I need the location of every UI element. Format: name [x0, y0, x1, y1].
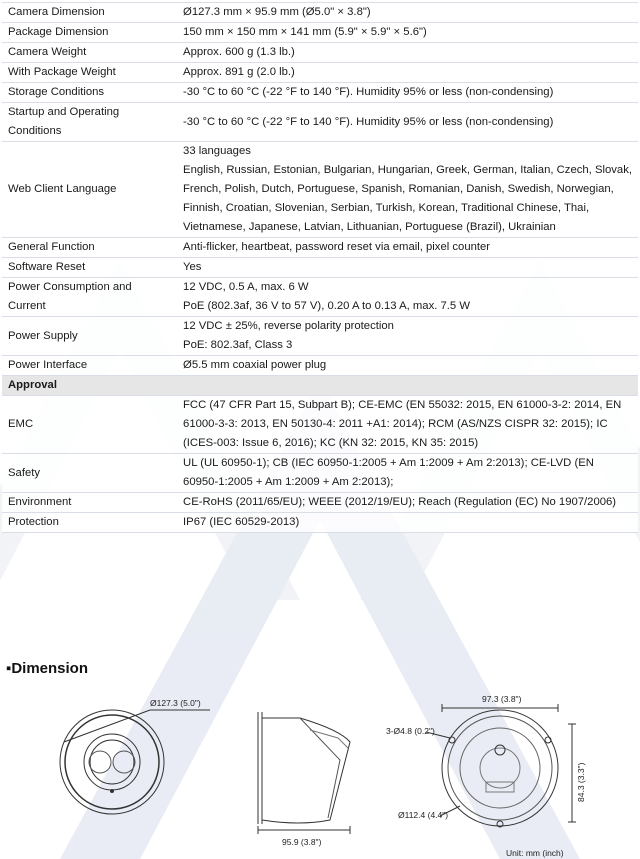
- side-depth-label: 95.9 (3.8"): [282, 837, 322, 847]
- unit-label: Unit: mm (inch): [506, 848, 564, 858]
- front-diameter-label: Ø127.3 (5.0"): [150, 698, 201, 708]
- spec-value-line: 61000-3-3: 2013, EN 50130-4: 2011 +A1: 2014); RCM (AS/NZS CISPR 32: 2015); IC: [183, 418, 608, 430]
- spec-value-line: Ø5.5 mm coaxial power plug: [183, 359, 327, 371]
- table-row: [2, 43, 638, 63]
- spec-key: Web Client Language: [2, 142, 177, 238]
- spec-value-line: UL (UL 60950-1); CB (IEC 60950-1:2005 + Am 1:2009 + Am 2:2013); CE-LVD (EN: [183, 457, 594, 469]
- base-diameter-label: Ø112.4 (4.4"): [398, 810, 449, 820]
- dimension-drawing: [0, 690, 640, 859]
- spec-key: Package Dimension: [2, 23, 177, 43]
- table-row: [2, 258, 638, 278]
- base-height-label: 84.3 (3.3"): [576, 762, 586, 802]
- spec-key: General Function: [2, 238, 177, 258]
- spec-value: [177, 396, 638, 454]
- spec-table: [2, 2, 638, 533]
- spec-key: Software Reset: [2, 258, 177, 278]
- spec-value: [177, 83, 638, 103]
- spec-value-line: 60950-1:2005 + Am 1:2009 + Am 2:2013);: [183, 476, 394, 488]
- spec-value-line: 150 mm × 150 mm × 141 mm (5.9" × 5.9" × 5.6"): [183, 26, 427, 38]
- table-row: [2, 454, 638, 493]
- side-view: [258, 712, 350, 834]
- table-row: [2, 23, 638, 43]
- table-row: [2, 83, 638, 103]
- base-width-label: 97.3 (3.8"): [482, 694, 522, 704]
- bullet-icon: ▪: [6, 660, 12, 677]
- spec-value-line: (ICES-003: Issue 6, 2016); KC (KN 32: 2015, KN 35: 2015): [183, 437, 479, 449]
- spec-value: [177, 43, 638, 63]
- table-row: [2, 376, 638, 396]
- spec-key: Protection: [2, 513, 177, 533]
- spec-value-line: 33 languages: [183, 145, 251, 157]
- spec-value-line: 12 VDC, 0.5 A, max. 6 W: [183, 281, 309, 293]
- dimension-title: [6, 660, 88, 677]
- base-view: [426, 704, 576, 827]
- spec-value-line: Approx. 891 g (2.0 lb.): [183, 66, 295, 78]
- spec-value: [177, 356, 638, 376]
- table-row: [2, 278, 638, 317]
- section-header: Approval: [2, 376, 638, 396]
- spec-key: Camera Dimension: [2, 3, 177, 23]
- table-row: [2, 396, 638, 454]
- spec-value: [177, 493, 638, 513]
- table-row: [2, 103, 638, 142]
- spec-value: [177, 3, 638, 23]
- spec-value: [177, 238, 638, 258]
- spec-value: [177, 258, 638, 278]
- spec-value-line: FCC (47 CFR Part 15, Subpart B); CE-EMC (EN 55032: 2015, EN 61000-3-2: 2014, EN: [183, 399, 622, 411]
- table-row: [2, 356, 638, 376]
- spec-key: Power Interface: [2, 356, 177, 376]
- spec-key: Startup and Operating Conditions: [2, 103, 177, 142]
- spec-key: With Package Weight: [2, 63, 177, 83]
- table-row: [2, 142, 638, 238]
- screw-holes-label: 3-Ø4.8 (0.2"): [386, 726, 435, 736]
- table-row: [2, 238, 638, 258]
- spec-key: Power Consumption and Current: [2, 278, 177, 317]
- spec-value-line: English, Russian, Estonian, Bulgarian, Hungarian, Greek, German, Italian, Czech, Slovak,: [183, 164, 632, 176]
- spec-value: [177, 63, 638, 83]
- spec-value-line: Ø127.3 mm × 95.9 mm (Ø5.0" × 3.8"): [183, 6, 371, 18]
- spec-value: [177, 317, 638, 356]
- spec-value-line: PoE (802.3af, 36 V to 57 V), 0.20 A to 0.13 A, max. 7.5 W: [183, 300, 471, 312]
- spec-value-line: Finnish, Croatian, Slovenian, Serbian, Turkish, Korean, Traditional Chinese, Thai,: [183, 202, 590, 214]
- table-row: [2, 63, 638, 83]
- spec-value-line: Yes: [183, 261, 202, 273]
- front-view: [60, 710, 210, 814]
- spec-value-line: Anti-flicker, heartbeat, password reset via email, pixel counter: [183, 241, 491, 253]
- spec-key: EMC: [2, 396, 177, 454]
- spec-value-line: -30 °C to 60 °C (-22 °F to 140 °F). Humidity 95% or less (non-condensing): [183, 115, 554, 128]
- spec-value: [177, 103, 638, 142]
- table-row: [2, 317, 638, 356]
- spec-key: Safety: [2, 454, 177, 493]
- spec-key: Storage Conditions: [2, 83, 177, 103]
- spec-value-line: Vietnamese, Japanese, Latvian, Lithuanian, Portuguese (Brazil), Ukrainian: [183, 221, 556, 233]
- spec-value-line: French, Polish, Dutch, Portuguese, Spanish, Romanian, Danish, Swedish, Norwegian,: [183, 183, 614, 195]
- spec-value: [177, 454, 638, 493]
- spec-key: Camera Weight: [2, 43, 177, 63]
- dimension-title-text: Dimension: [11, 660, 89, 677]
- spec-key: Environment: [2, 493, 177, 513]
- table-row: [2, 513, 638, 533]
- spec-value: [177, 23, 638, 43]
- table-row: [2, 3, 638, 23]
- spec-value-line: IP67 (IEC 60529-2013): [183, 516, 300, 528]
- spec-value: [177, 142, 638, 238]
- table-row: [2, 493, 638, 513]
- spec-value: [177, 513, 638, 533]
- spec-value-line: CE-RoHS (2011/65/EU); WEEE (2012/19/EU); Reach (Regulation (EC) No 1907/2006): [183, 496, 617, 508]
- spec-key: Power Supply: [2, 317, 177, 356]
- spec-value: [177, 278, 638, 317]
- spec-value-line: PoE: 802.3af, Class 3: [183, 339, 293, 351]
- spec-value-line: 12 VDC ± 25%, reverse polarity protection: [183, 320, 394, 332]
- spec-value-line: Approx. 600 g (1.3 lb.): [183, 46, 295, 58]
- spec-value-line: -30 °C to 60 °C (-22 °F to 140 °F). Humidity 95% or less (non-condensing): [183, 86, 554, 98]
